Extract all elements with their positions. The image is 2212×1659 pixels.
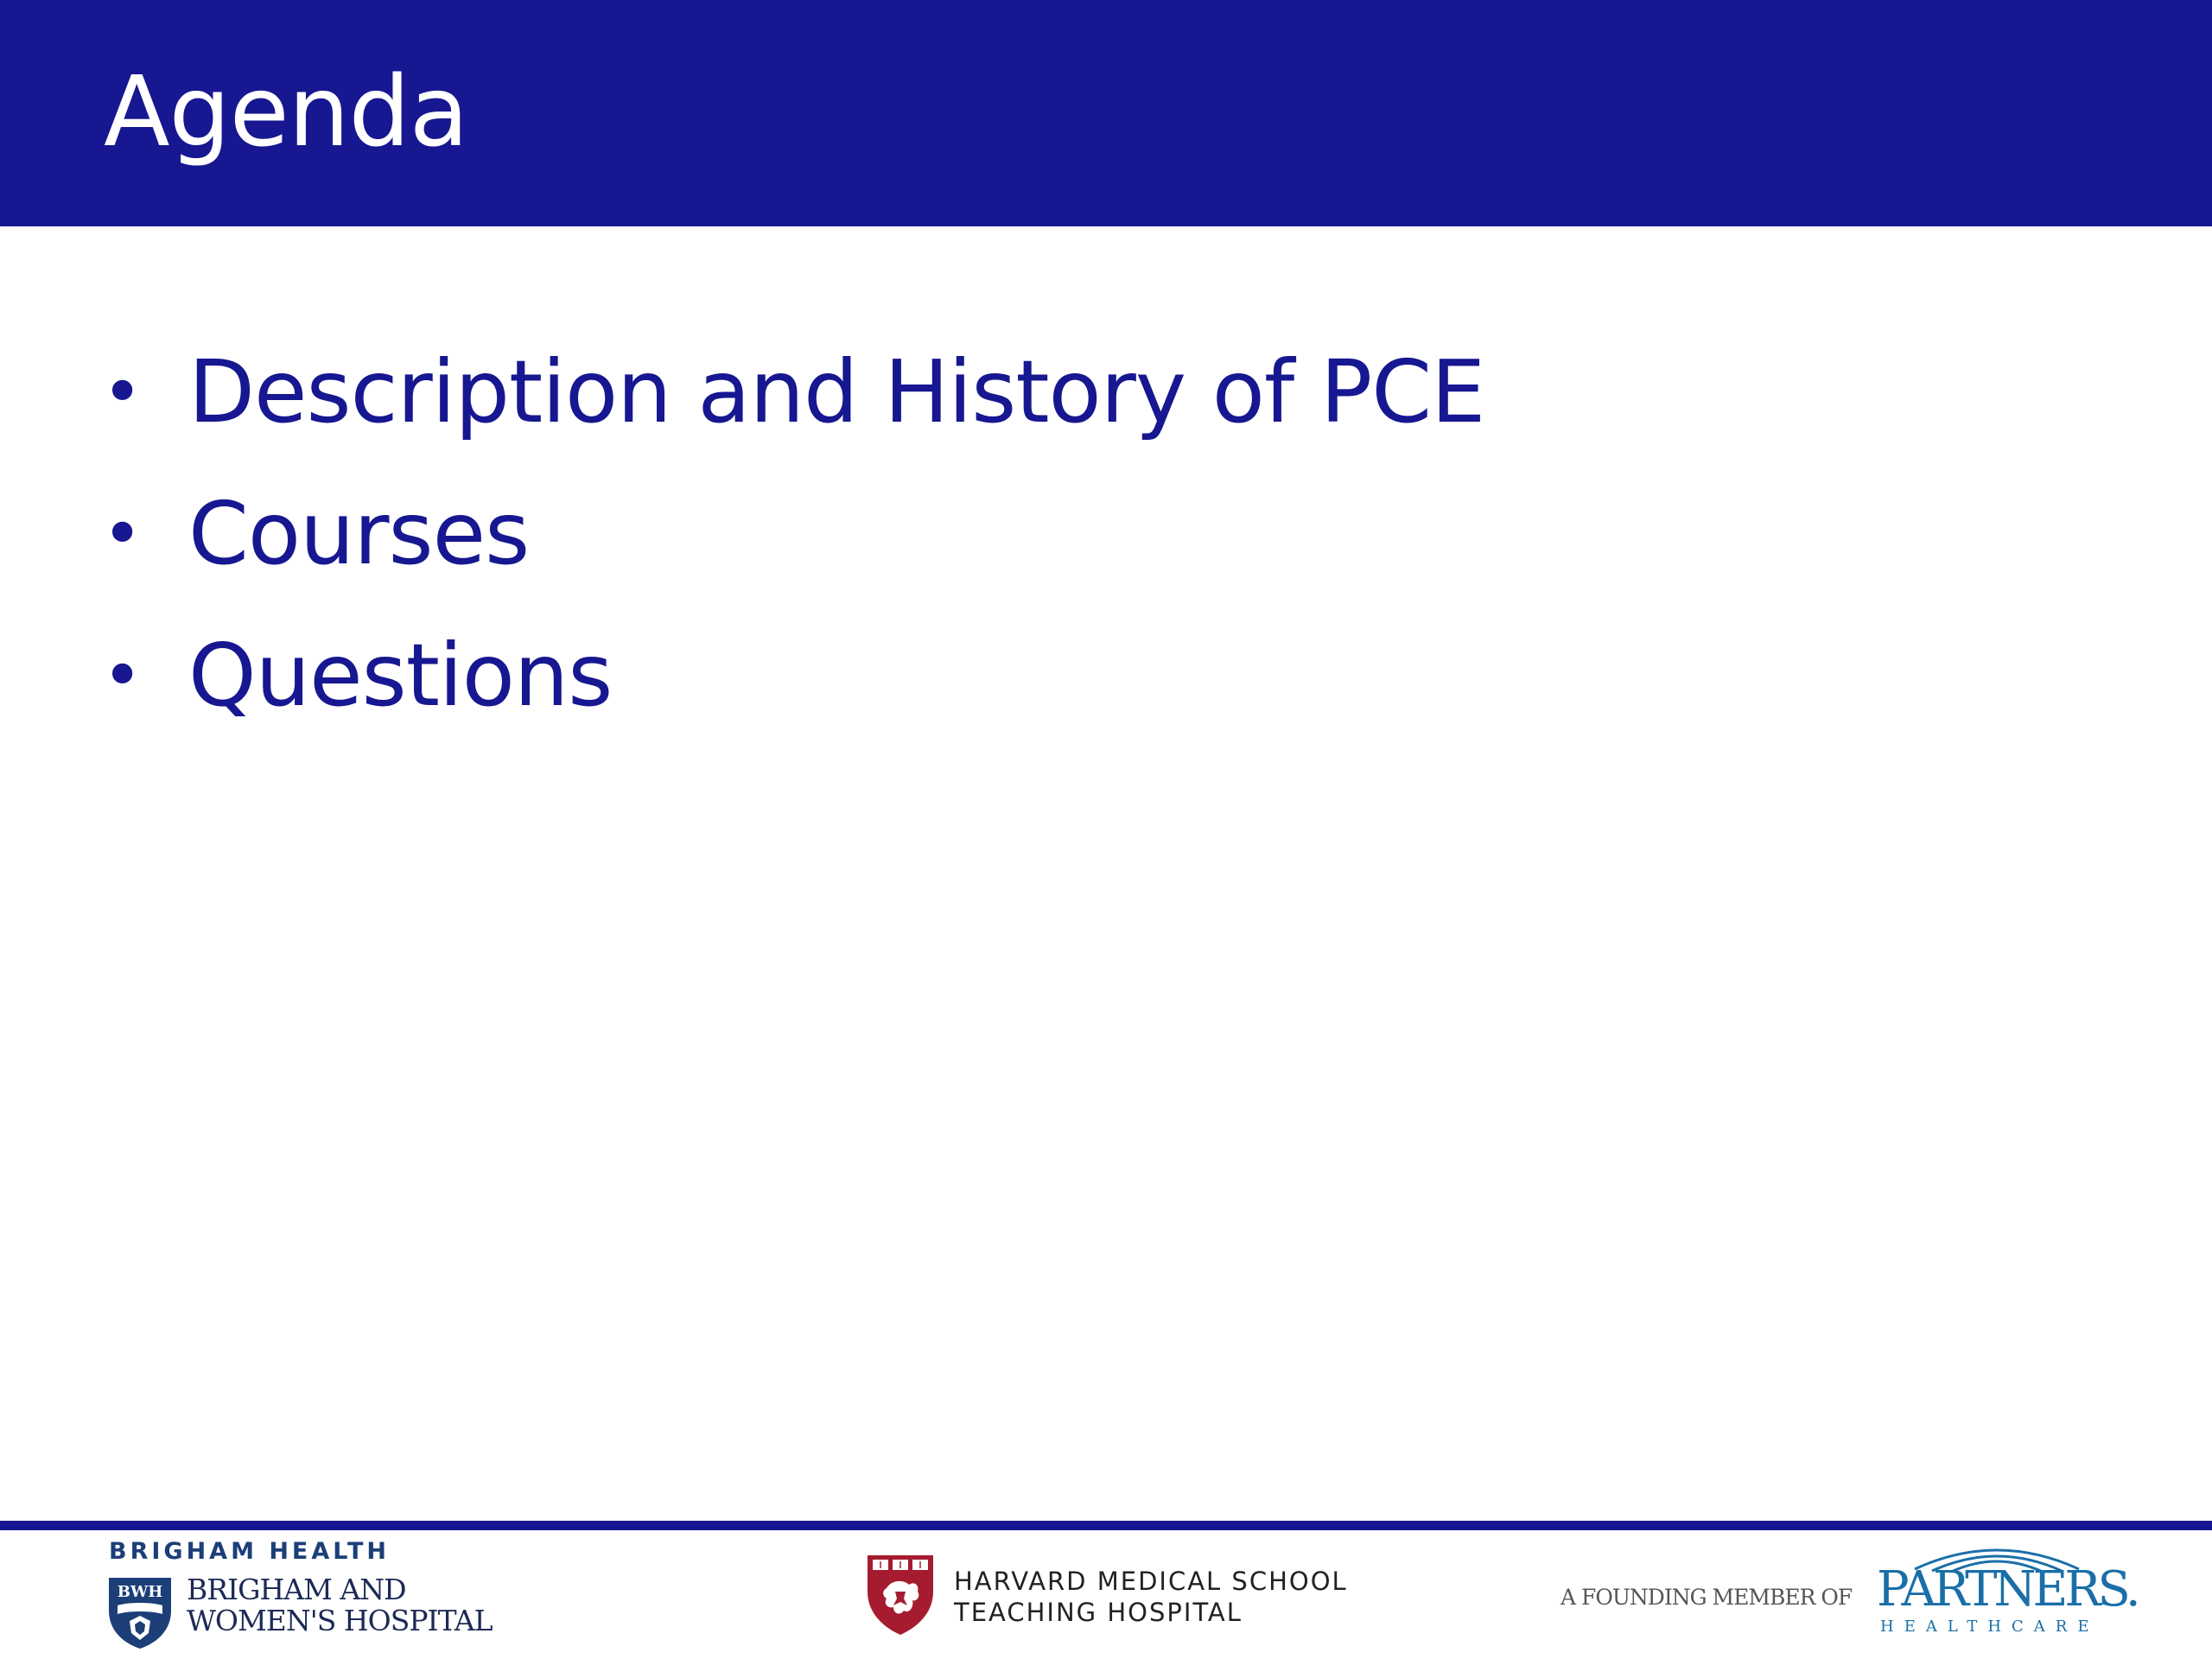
bullet-icon: • xyxy=(102,635,143,715)
agenda-item-text: Courses xyxy=(188,483,530,584)
partners-wordmark: PARTNERS. xyxy=(1877,1561,2138,1618)
footer-divider xyxy=(0,1521,2212,1530)
bullet-icon: • xyxy=(102,352,143,432)
agenda-item-text: Questions xyxy=(188,625,613,726)
harvard-text xyxy=(954,1566,1348,1628)
title-bar xyxy=(0,0,2212,226)
partners-healthcare-label: HEALTHCARE xyxy=(1880,1618,2100,1636)
partners-logo xyxy=(1560,1538,2183,1642)
list-item xyxy=(102,321,1484,463)
harvard-line1: HARVARD MEDICAL SCHOOL xyxy=(954,1567,1348,1596)
bwh-shield-icon xyxy=(107,1576,173,1650)
list-item xyxy=(102,605,1484,747)
agenda-list xyxy=(102,321,1484,747)
slide-title: Agenda xyxy=(104,56,468,168)
brigham-name xyxy=(187,1574,493,1637)
harvard-logo xyxy=(866,1554,1350,1640)
brigham-name-line1: BRIGHAM AND xyxy=(187,1573,406,1606)
founding-member-label: A FOUNDING MEMBER OF xyxy=(1560,1585,1853,1610)
bullet-icon: • xyxy=(102,493,143,574)
harvard-shield-icon xyxy=(866,1554,935,1637)
brigham-health-label: BRIGHAM HEALTH xyxy=(109,1538,391,1565)
svg-text:BWH: BWH xyxy=(117,1583,163,1601)
brigham-logo xyxy=(107,1538,493,1650)
agenda-item-text: Description and History of PCE xyxy=(188,341,1485,442)
list-item xyxy=(102,463,1484,605)
harvard-line2: TEACHING HOSPITAL xyxy=(954,1598,1243,1627)
brigham-name-line2: WOMEN'S HOSPITAL xyxy=(187,1604,493,1637)
